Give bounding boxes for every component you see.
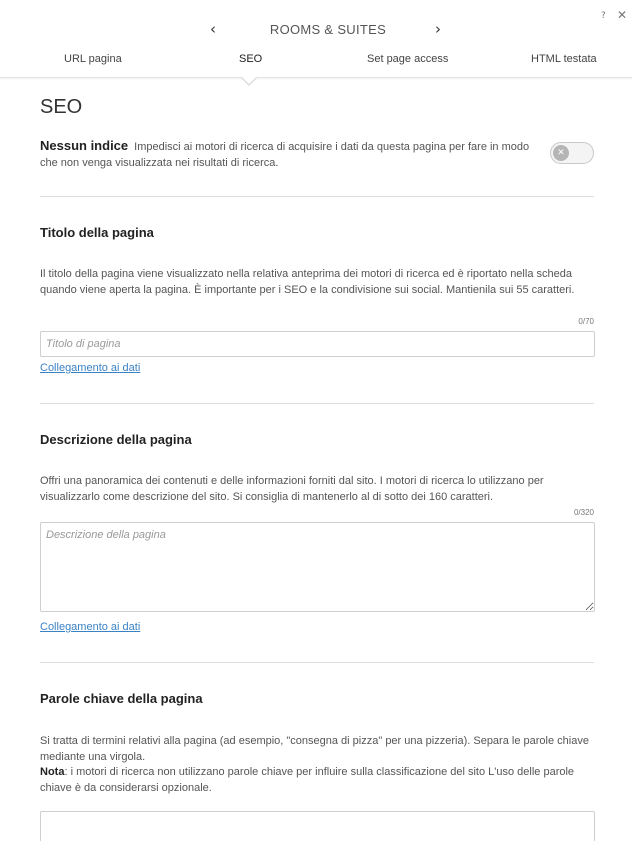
page-description-heading: Descrizione della pagina: [40, 432, 192, 447]
chevron-left-icon[interactable]: ‹: [210, 20, 216, 38]
page-title-heading: Titolo della pagina: [40, 225, 154, 240]
divider: [40, 196, 594, 197]
page-title-data-link[interactable]: Collegamento ai dati: [40, 362, 141, 374]
note-text: : i motori di ricerca non utilizzano parole chiave per influire sulla classificazione del sito L'uso delle parole chiave è da considerarsi opzionale.: [40, 766, 575, 794]
tab-html-testata[interactable]: HTML testata: [531, 53, 597, 65]
page-keywords-textarea[interactable]: [40, 811, 595, 841]
noindex-label: Nessun indice: [40, 138, 129, 153]
page-keywords-heading: Parole chiave della pagina: [40, 691, 203, 706]
top-bar: [0, 0, 632, 78]
help-icon[interactable]: ?: [601, 11, 606, 21]
page-description-text: Offri una panoramica dei contenuti e delle informazioni forniti dal sito. I motori di ricerca lo utilizzano per visualizzarlo come descrizione del sito. Si consiglia di mantenerlo al di sotto dei 160 caratteri.: [40, 475, 544, 503]
note-label: Nota: [40, 766, 65, 778]
tab-url-pagina[interactable]: URL pagina: [64, 53, 122, 65]
divider: [40, 403, 594, 404]
noindex-toggle[interactable]: [550, 142, 594, 164]
page-title-description: Il titolo della pagina viene visualizzato nella relativa anteprima dei motori di ricerca ed è riportato nella scheda quando viene aperta la pagina. È importante per i SEO e la condivisione sui social. Mantienila sui 55 caratteri.: [40, 268, 575, 296]
page-description-data-link[interactable]: Collegamento ai dati: [40, 621, 141, 633]
page-name-title: ROOMS & SUITES: [269, 22, 387, 37]
page-title-input[interactable]: [40, 331, 595, 357]
noindex-description: Impedisci ai motori di ricerca di acquisire i dati da questa pagina per fare in modo che non venga visualizzata nei risultati di ricerca.: [40, 141, 530, 169]
toggle-off-icon: ✕: [553, 145, 569, 161]
seo-panel: [40, 96, 594, 119]
close-icon[interactable]: ✕: [617, 8, 628, 22]
active-tab-indicator-fill: [242, 77, 256, 84]
page-keywords-description: [40, 734, 594, 796]
page-description-counter: 0/320: [573, 508, 594, 517]
chevron-right-icon[interactable]: ›: [435, 20, 441, 38]
page-title-counter: 0/70: [578, 317, 594, 326]
tab-seo[interactable]: SEO: [239, 53, 263, 65]
noindex-setting: [40, 138, 540, 171]
page-keywords-text: Si tratta di termini relativi alla pagina (ad esempio, "consegna di pizza" per una pizzeria). Separa le parole chiave mediante una virgola.: [40, 735, 589, 763]
section-title: SEO: [40, 96, 83, 118]
page-description-textarea[interactable]: [40, 522, 595, 612]
divider: [40, 662, 594, 663]
tab-set-page-access[interactable]: Set page access: [367, 53, 449, 65]
